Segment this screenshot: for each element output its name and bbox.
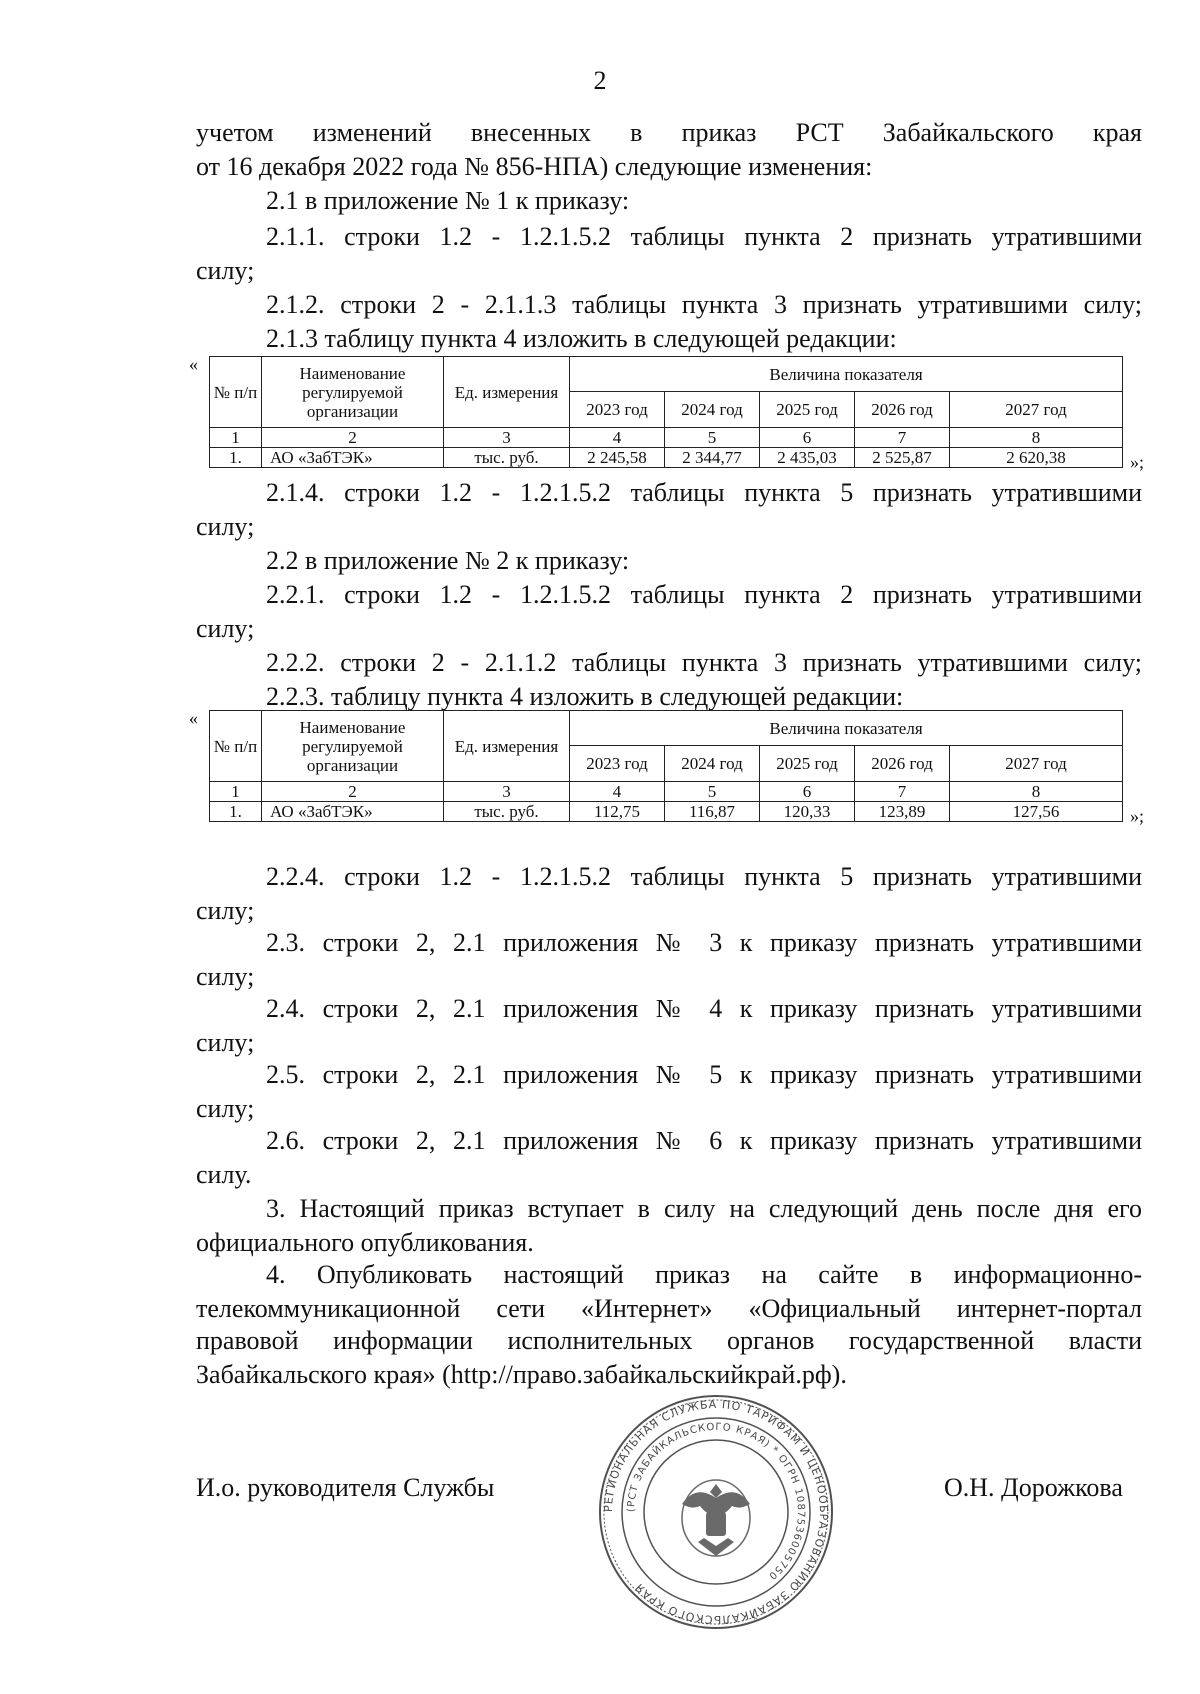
table-row [210,448,1123,468]
col-number: 6 [760,782,855,802]
col-number: 6 [760,428,855,448]
text-line: 2.1.3 таблицу пункта 4 изложить в следующей редакции: [266,324,897,353]
text-line: 2.1.2. строки 2 - 2.1.1.3 таблицы пункта 3 признать утратившими силу; [266,290,1142,319]
text-line: 2.1.4. строки 1.2 - 1.2.1.5.2 таблицы пункта 5 признать утратившими [266,478,1142,507]
header-org: Наименование регулируемой организации [262,357,444,428]
header-num: № п/п [210,357,262,428]
text-line: силу; [196,962,255,991]
cell-value: 2 245,58 [570,448,665,468]
header-value: Величина показателя [570,711,1123,746]
text-line: 2.5. строки 2, 2.1 приложения № 5 к приказу признать утратившими [266,1060,1142,1089]
cell-unit: тыс. руб. [444,448,570,468]
text-line: 2.2.2. строки 2 - 2.1.1.2 таблицы пункта 3 признать утратившими силу; [266,648,1142,677]
text-line: 4. Опубликовать настоящий приказ на сайте в информационно- [266,1260,1142,1289]
text-line: 2.1 в приложение № 1 к приказу: [266,186,630,215]
text-line: 3. Настоящий приказ вступает в силу на следующий день после дня его [266,1194,1142,1223]
text-line: учетом изменений внесенных в приказ РСТ Забайкальского края [196,118,1142,147]
quote-open: « [189,354,198,374]
text-line: силу; [196,896,255,925]
col-number: 5 [665,428,760,448]
col-number: 3 [444,428,570,448]
text-line: 2.2.1. строки 1.2 - 1.2.1.5.2 таблицы пункта 2 признать утратившими [266,580,1142,609]
header-year: 2027 год [950,746,1123,782]
official-seal [596,1392,836,1632]
indicator-table-2 [209,710,1123,822]
cell-num: 1. [210,448,262,468]
header-year: 2023 год [570,392,665,428]
text-line: от 16 декабря 2022 года № 856-НПА) следующие изменения: [196,152,873,181]
text-line: 2.2.4. строки 1.2 - 1.2.1.5.2 таблицы пункта 5 признать утратившими [266,862,1142,891]
header-year: 2025 год [760,746,855,782]
cell-num: 1. [210,802,262,822]
table-row [210,802,1123,822]
text-line: Забайкальского края» (http://право.забайкальскийкрай.рф). [196,1360,847,1389]
text-line: 2.1.1. строки 1.2 - 1.2.1.5.2 таблицы пункта 2 признать утратившими [266,222,1142,251]
quote-open: « [189,708,198,728]
page-number: 2 [593,66,607,95]
text-line: правовой информации исполнительных органов государственной власти [196,1326,1142,1355]
header-year: 2026 год [855,392,950,428]
text-line: 2.6. строки 2, 2.1 приложения № 6 к приказу признать утратившими [266,1126,1142,1155]
quote-close: »; [1130,806,1145,826]
signer-position: И.о. руководителя Службы [196,1473,495,1502]
cell-value: 2 525,87 [855,448,950,468]
col-number: 8 [950,782,1123,802]
header-year: 2023 год [570,746,665,782]
seal-inner-text: (РСТ ЗАБАЙКАЛЬСКОГО КРАЯ) * ОГРН 1087536005750 [625,1421,807,1582]
header-unit: Ед. измерения [444,711,570,782]
header-year: 2026 год [855,746,950,782]
header-year: 2024 год [665,746,760,782]
text-line: силу. [196,1160,252,1189]
cell-value: 2 435,03 [760,448,855,468]
text-line: силу; [196,614,255,643]
col-number: 2 [262,782,444,802]
cell-value: 120,33 [760,802,855,822]
col-number: 7 [855,782,950,802]
col-number: 5 [665,782,760,802]
text-line: телекоммуникационной сети «Интернет» «Официальный интернет-портал [196,1294,1142,1323]
coat-of-arms-icon [682,1480,750,1556]
col-number: 2 [262,428,444,448]
quote-close: »; [1130,452,1145,472]
col-number: 3 [444,782,570,802]
cell-value: 2 620,38 [950,448,1123,468]
text-line: официального опубликования. [196,1228,534,1257]
cell-unit: тыс. руб. [444,802,570,822]
cell-value: 112,75 [570,802,665,822]
cell-org: АО «ЗабТЭК» [262,448,444,468]
col-number: 1 [210,428,262,448]
col-number: 4 [570,428,665,448]
cell-value: 127,56 [950,802,1123,822]
text-line: силу; [196,1028,255,1057]
col-number: 7 [855,428,950,448]
signer-name: О.Н. Дорожкова [944,1473,1123,1502]
text-line: силу; [196,256,255,285]
text-line: силу; [196,1094,255,1123]
header-org: Наименование регулируемой организации [262,711,444,782]
cell-value: 123,89 [855,802,950,822]
text-line: 2.2 в приложение № 2 к приказу: [266,546,630,575]
text-line: 2.4. строки 2, 2.1 приложения № 4 к приказу признать утратившими [266,994,1142,1023]
text-line: 2.2.3. таблицу пункта 4 изложить в следующей редакции: [266,682,904,711]
col-number: 4 [570,782,665,802]
text-line: 2.3. строки 2, 2.1 приложения № 3 к приказу признать утратившими [266,928,1142,957]
header-year: 2027 год [950,392,1123,428]
cell-org: АО «ЗабТЭК» [262,802,444,822]
header-value: Величина показателя [570,357,1123,392]
cell-value: 116,87 [665,802,760,822]
text-line: силу; [196,512,255,541]
col-number: 1 [210,782,262,802]
header-num: № п/п [210,711,262,782]
seal-outer-text: РЕГИОНАЛЬНАЯ СЛУЖБА ПО ТАРИФАМ И ЦЕНООБРАЗОВАНИЮ ЗАБАЙКАЛЬСКОГО КРАЯ [601,1397,831,1627]
cell-value: 2 344,77 [665,448,760,468]
indicator-table-1 [209,356,1123,468]
col-number: 8 [950,428,1123,448]
header-unit: Ед. измерения [444,357,570,428]
header-year: 2024 год [665,392,760,428]
header-year: 2025 год [760,392,855,428]
